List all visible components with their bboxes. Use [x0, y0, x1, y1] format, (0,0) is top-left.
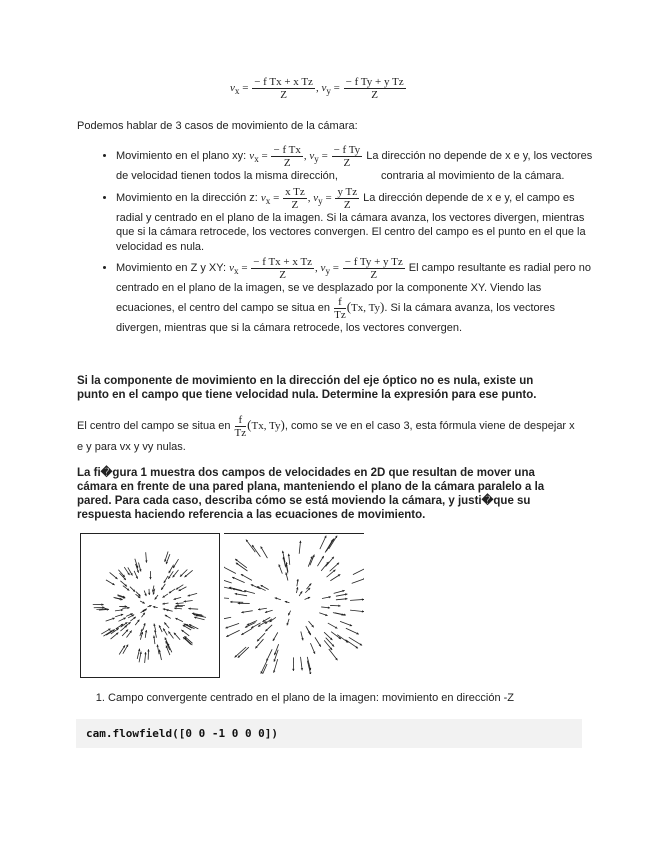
flow-arrowhead: [175, 605, 177, 607]
flow-vector: [326, 538, 334, 551]
center-fraction-num: f: [334, 296, 346, 309]
flow-vector: [352, 578, 364, 583]
case-item: • Movimiento en Z y XY: $v_x$ = $\frac{\text{− f Tx + x Tz}}{Z}$ , $v_y$ = $\frac{\text{− f Ty + y Tz}}{Z}$ El campo resultante es radial pero no centrado en el plano de la imagen, se ve desplazado por la componente XY. Viendo las ecuaciones, el centro del campo se situa en $\frac{f}{Tz}$ (Tx, Ty). Si la cámara avanza, los vectores divergen, mientras que si la cámara retrocede, los vectores convergen.: [116, 256, 596, 335]
flow-arrowhead: [362, 610, 364, 612]
flow-arrowhead: [148, 593, 150, 595]
flowfield-plot-right: [224, 534, 364, 674]
vy-numerator: − f Ty + y Tz: [345, 76, 404, 88]
case-item: • Movimiento en el plano xy: $v_x$ = $\frac{\text{− f Tx}}{Z}$ , $v_y$ = $\frac{\text{− f Ty}}{Z}$ La dirección no depende de x e y, los vectores de velocidad tienen todos la misma dirección, contraria al movimiento de la cámara.: [116, 144, 596, 184]
flow-arrowhead: [338, 605, 340, 607]
vy-subscript: y: [326, 86, 331, 97]
center-pair: Tx, Ty: [351, 301, 381, 314]
answer-step: 1. Campo convergente centrado en el plano de la imagen: movimiento en dirección -Z: [108, 692, 514, 704]
answer-text-cont: , como se ve en el caso 3, esta fórmula viene de despejar x e y para vx y vy nulas.: [77, 420, 575, 453]
flow-vector: [350, 610, 364, 612]
flow-arrowhead: [188, 608, 190, 610]
flow-arrowhead: [147, 649, 149, 651]
answer-fraction-den: Tz: [234, 427, 247, 439]
vy-denominator: Z: [371, 89, 378, 101]
answer-fraction-num: f: [235, 414, 247, 427]
flow-vector: [238, 647, 249, 658]
motion-cases-list: [100, 144, 596, 337]
flow-vector: [325, 540, 333, 553]
vy-fraction: [344, 76, 406, 101]
flow-vector: [349, 637, 362, 645]
answer-text: El centro del campo se situa en: [77, 420, 231, 433]
intro-text: Podemos hablar de 3 casos de movimiento de la cámara:: [77, 120, 358, 132]
flow-vector: [224, 617, 231, 620]
case-vy-numerator: y Tz: [337, 185, 358, 198]
question-2: La fi�gura 1 muestra dos campos de velocidades en 2D que resultan de mover una cámara en frente de una pared plana, manteniendo el plano de la cámara paralelo a la pared. Para cada caso, describa cómo se está moviendo la cámara, y justi�que su respuesta haciendo referencia a las ecuaciones de movimiento.: [77, 467, 545, 521]
flow-arrowhead: [125, 605, 127, 607]
case-description-cont: . Si la cámara avanza, los vectores divergen, mientras que si la cámara retrocede, los vectores convergen.: [116, 301, 555, 334]
case-vy-numerator: − f Ty + y Tz: [344, 256, 403, 268]
vy-symbol: v: [321, 82, 327, 95]
equation-separator: ,: [315, 82, 319, 95]
case-description: La dirección depende de x e y, el campo es radial y centrado en el plano de la imagen. Si la cámara avanza, los vectores divergen, mientras que si la cámara retrocede, los vectores convergen. El centro del campo es el punto en el que la velocidad es nula.: [116, 191, 586, 253]
vx-denominator: Z: [280, 89, 287, 101]
flow-arrowhead: [362, 598, 364, 600]
flow-arrowhead: [176, 602, 178, 604]
flowfield-plot-left: [81, 534, 219, 677]
flow-arrowhead: [145, 560, 147, 562]
question-1: Si la componente de movimiento en la dirección del eje óptico no es nula, existe un punto en el campo que tiene velocidad nula. Determine la expresión para ese punto.: [77, 375, 537, 401]
case-description-cont: contraria al movimiento de la cámara.: [381, 170, 565, 182]
flow-arrowhead: [299, 541, 301, 543]
flow-arrowhead: [230, 601, 232, 603]
flow-arrowhead: [292, 669, 294, 671]
flow-vector: [320, 536, 326, 549]
flow-arrowhead: [149, 577, 151, 579]
case-lead: Movimiento en el plano xy:: [116, 150, 247, 163]
answers-list: [90, 692, 514, 704]
flow-vector: [224, 578, 232, 583]
vx-fraction: [252, 76, 315, 101]
vx-numerator: − f Tx + x Tz: [254, 76, 313, 88]
case-description: La dirección no depende de x e y, los vectores de velocidad tienen todos la misma dirección,: [116, 150, 593, 182]
flowfield-figure-right: [224, 533, 364, 674]
flow-vector: [246, 540, 255, 553]
case-vy-denominator: Z: [343, 198, 351, 211]
flow-arrowhead: [107, 608, 109, 610]
case-vy-denominator: Z: [343, 157, 351, 169]
flow-vector: [226, 630, 239, 636]
flow-vector: [235, 647, 247, 657]
case-vx-numerator: − f Tx + x Tz: [253, 256, 313, 268]
flow-vector: [353, 568, 364, 575]
case-item: • Movimiento en la dirección z: $v_x$ = $\frac{\text{x Tz}}{Z}$ , $v_y$ = $\frac{\text{y Tz}}{Z}$ La dirección depende de x e y, el campo es radial y centrado en el plano de la imagen. Si la cámara avanza, los vectores divergen, mientras que si la cámara retrocede, los vectores convergen. El centro del campo es el punto en el que la velocidad es nula.: [116, 186, 596, 255]
flow-arrowhead: [328, 606, 330, 608]
answer-1: El centro del campo se situa en $\frac{f}{Tz}$ (Tx, Ty), como se ve en el caso 3, esta fórmula viene de despejar x e y para vx y vy nulas.: [77, 414, 575, 453]
flow-arrowhead: [144, 652, 146, 654]
case-vx-denominator: Z: [291, 198, 299, 211]
code-block: cam.flowfield([0 0 -1 0 0 0]): [76, 719, 582, 748]
case-vx-denominator: Z: [283, 157, 291, 169]
flow-arrowhead: [174, 607, 176, 609]
flow-vector: [224, 566, 236, 573]
flow-arrowhead: [127, 607, 129, 609]
case-description: El campo resultante es radial pero no centrado en el plano de la imagen, se ve desplazado por la componente XY. Viendo las ecuaciones, el centro del campo se situa en: [116, 262, 591, 314]
case-vx-numerator: x Tz: [285, 185, 305, 198]
flow-arrowhead: [102, 606, 104, 608]
flow-arrowhead: [288, 554, 290, 556]
flow-arrowhead: [101, 603, 103, 605]
case-vy-numerator: − f Ty: [333, 144, 361, 156]
flow-vector: [224, 597, 229, 598]
case-vy-denominator: Z: [370, 269, 378, 281]
vx-subscript: x: [234, 86, 240, 97]
flowfield-figure-left: [80, 533, 220, 678]
flow-vector: [329, 536, 337, 549]
case-lead: Movimiento en Z y XY:: [116, 262, 227, 275]
case-vx-numerator: − f Tx: [273, 144, 301, 156]
vx-symbol: v: [230, 82, 235, 95]
flow-arrowhead: [345, 598, 347, 600]
case-lead: Movimiento en la dirección z:: [116, 191, 258, 204]
case-vx-denominator: Z: [279, 269, 287, 281]
flow-vector: [350, 599, 364, 600]
center-fraction-den: Tz: [334, 308, 346, 321]
velocity-equation: $v_x$ = $\frac{\text{− f Tx + x Tz}}{Z}$ , $v_y$ = $\frac{\text{− f Ty + y Tz}}{Z}$: [230, 76, 404, 101]
answer-pair: Tx, Ty: [251, 420, 281, 433]
